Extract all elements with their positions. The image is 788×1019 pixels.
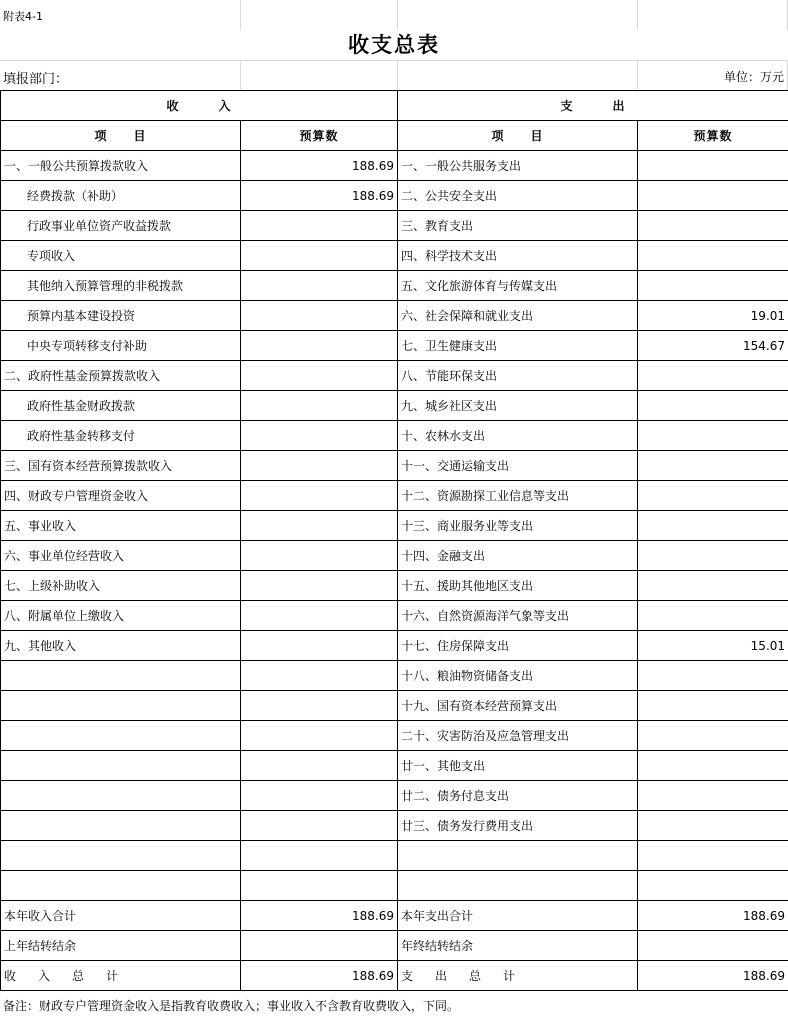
expense-item-cell: 七、卫生健康支出 [398, 331, 638, 361]
income-item-cell: 九、其他收入 [1, 631, 241, 661]
expense-value-cell [638, 271, 788, 301]
table-row [1, 841, 788, 871]
table-row [1, 661, 788, 691]
expense-item-cell: 二、公共安全支出 [398, 181, 638, 211]
income-value-cell [241, 211, 398, 241]
table-row [1, 781, 788, 811]
expense-value-cell [638, 661, 788, 691]
expense-item-cell: 十九、国有资本经营预算支出 [398, 691, 638, 721]
income-item-cell: 一、一般公共预算拨款收入 [1, 151, 241, 181]
table-row [1, 271, 788, 301]
income-value-cell [241, 811, 398, 841]
income-item-cell: 政府性基金财政拨款 [1, 391, 241, 421]
expense-item-cell: 十一、交通运输支出 [398, 451, 638, 481]
expense-value-cell [638, 601, 788, 631]
expense-budget-header: 预算数 [638, 121, 788, 151]
income-item-cell: 政府性基金转移支付 [1, 421, 241, 451]
expense-value-cell [638, 841, 788, 871]
income-item-cell [1, 751, 241, 781]
income-value-cell: 188.69 [241, 151, 398, 181]
income-item-cell [1, 811, 241, 841]
expense-item-cell: 廿一、其他支出 [398, 751, 638, 781]
table-row [1, 391, 788, 421]
table-row [1, 751, 788, 781]
income-expense-table [0, 90, 788, 991]
expense-value-cell [638, 151, 788, 181]
section-header-row [1, 91, 788, 121]
table-row [1, 511, 788, 541]
summary-row [1, 901, 788, 931]
income-value-cell [241, 271, 398, 301]
income-item-cell: 经费拨款（补助） [1, 181, 241, 211]
income-item-cell: 三、国有资本经营预算拨款收入 [1, 451, 241, 481]
expense-value-cell [638, 241, 788, 271]
income-item-cell: 其他纳入预算管理的非税拨款 [1, 271, 241, 301]
page-title: 收支总表 [0, 30, 788, 60]
expense-value-cell [638, 421, 788, 451]
income-value-cell [241, 241, 398, 271]
expense-value-cell: 15.01 [638, 631, 788, 661]
income-item-cell: 七、上级补助收入 [1, 571, 241, 601]
income-value-cell [241, 331, 398, 361]
expense-item-cell: 四、科学技术支出 [398, 241, 638, 271]
expense-value-cell [638, 751, 788, 781]
table-row [1, 181, 788, 211]
income-value-cell [241, 571, 398, 601]
income-item-cell [1, 871, 241, 901]
income-item-cell: 四、财政专户管理资金收入 [1, 481, 241, 511]
expense-item-cell [398, 871, 638, 901]
table-row [1, 811, 788, 841]
income-value-cell [241, 601, 398, 631]
table-row [1, 211, 788, 241]
expense-item-cell: 十四、金融支出 [398, 541, 638, 571]
expense-value-cell: 154.67 [638, 331, 788, 361]
table-row [1, 421, 788, 451]
income-item-cell: 预算内基本建设投资 [1, 301, 241, 331]
income-value-cell [241, 301, 398, 331]
income-value-cell: 188.69 [241, 961, 398, 991]
income-item-cell [1, 661, 241, 691]
income-item-cell [1, 781, 241, 811]
income-item-cell: 上年结转结余 [1, 931, 241, 961]
expense-item-cell [398, 841, 638, 871]
expense-value-cell [638, 541, 788, 571]
income-item-cell: 六、事业单位经营收入 [1, 541, 241, 571]
doc-code: 附表4-1 [3, 10, 43, 23]
expense-value-cell [638, 571, 788, 601]
expense-item-cell: 十、农林水支出 [398, 421, 638, 451]
expense-item-cell: 五、文化旅游体育与传媒支出 [398, 271, 638, 301]
expense-value-cell [638, 211, 788, 241]
expense-item-cell: 十六、自然资源海洋气象等支出 [398, 601, 638, 631]
unit-label: 单位：万元 [723, 70, 784, 84]
income-item-cell [1, 691, 241, 721]
expense-item-cell: 十七、住房保障支出 [398, 631, 638, 661]
income-item-cell: 本年收入合计 [1, 901, 241, 931]
income-header: 收 入 [1, 91, 398, 121]
income-value-cell [241, 451, 398, 481]
income-value-cell [241, 631, 398, 661]
income-item-cell: 中央专项转移支付补助 [1, 331, 241, 361]
table-row [1, 601, 788, 631]
income-budget-header: 预算数 [241, 121, 398, 151]
table-row [1, 301, 788, 331]
expense-item-cell: 六、社会保障和就业支出 [398, 301, 638, 331]
table-row [1, 481, 788, 511]
table-row [1, 241, 788, 271]
dept-label: 填报部门： [3, 72, 69, 87]
table-row [1, 451, 788, 481]
expense-item-cell: 十五、援助其他地区支出 [398, 571, 638, 601]
expense-value-cell: 188.69 [638, 961, 788, 991]
income-value-cell [241, 511, 398, 541]
income-item-cell: 二、政府性基金预算拨款收入 [1, 361, 241, 391]
expense-value-cell [638, 781, 788, 811]
summary-row [1, 931, 788, 961]
income-value-cell [241, 481, 398, 511]
expense-value-cell [638, 811, 788, 841]
income-value-cell [241, 421, 398, 451]
table-row [1, 571, 788, 601]
expense-item-cell: 廿三、债务发行费用支出 [398, 811, 638, 841]
expense-value-cell: 19.01 [638, 301, 788, 331]
column-header-row [1, 121, 788, 151]
income-item-header: 项 目 [1, 121, 241, 151]
income-item-cell: 八、附属单位上缴收入 [1, 601, 241, 631]
income-item-cell: 收入总计 [1, 961, 241, 991]
income-value-cell [241, 751, 398, 781]
income-value-cell [241, 721, 398, 751]
income-item-cell [1, 721, 241, 751]
income-value-cell: 188.69 [241, 901, 398, 931]
table-row [1, 631, 788, 661]
table-row [1, 151, 788, 181]
expense-item-cell: 支出总计 [398, 961, 638, 991]
expense-value-cell: 188.69 [638, 901, 788, 931]
expense-item-cell: 一、一般公共服务支出 [398, 151, 638, 181]
footnote: 备注：财政专户管理资金收入是指教育收费收入；事业收入不含教育收费收入，下同。 [3, 999, 460, 1013]
income-value-cell [241, 691, 398, 721]
expense-item-cell: 十二、资源勘探工业信息等支出 [398, 481, 638, 511]
income-value-cell [241, 541, 398, 571]
table-row [1, 361, 788, 391]
income-value-cell [241, 391, 398, 421]
expense-value-cell [638, 871, 788, 901]
expense-item-cell: 八、节能环保支出 [398, 361, 638, 391]
table-row [1, 721, 788, 751]
income-item-cell: 专项收入 [1, 241, 241, 271]
expense-item-cell: 本年支出合计 [398, 901, 638, 931]
table-row [1, 331, 788, 361]
income-value-cell: 188.69 [241, 181, 398, 211]
income-item-cell: 行政事业单位资产收益拨款 [1, 211, 241, 241]
summary-row [1, 961, 788, 991]
income-item-cell: 五、事业收入 [1, 511, 241, 541]
income-value-cell [241, 931, 398, 961]
income-value-cell [241, 871, 398, 901]
income-value-cell [241, 661, 398, 691]
expense-item-cell: 九、城乡社区支出 [398, 391, 638, 421]
expense-header: 支 出 [398, 91, 788, 121]
expense-value-cell [638, 511, 788, 541]
expense-item-cell: 十三、商业服务业等支出 [398, 511, 638, 541]
expense-value-cell [638, 721, 788, 751]
expense-item-cell: 十八、粮油物资储备支出 [398, 661, 638, 691]
expense-value-cell [638, 691, 788, 721]
income-value-cell [241, 841, 398, 871]
expense-value-cell [638, 391, 788, 421]
expense-value-cell [638, 181, 788, 211]
table-row [1, 871, 788, 901]
income-item-cell [1, 841, 241, 871]
income-value-cell [241, 781, 398, 811]
expense-item-cell: 三、教育支出 [398, 211, 638, 241]
expense-item-header: 项 目 [398, 121, 638, 151]
table-row [1, 541, 788, 571]
expense-value-cell [638, 451, 788, 481]
income-value-cell [241, 361, 398, 391]
expense-item-cell: 二十、灾害防治及应急管理支出 [398, 721, 638, 751]
expense-value-cell [638, 361, 788, 391]
table-row [1, 691, 788, 721]
expense-value-cell [638, 931, 788, 961]
expense-item-cell: 年终结转结余 [398, 931, 638, 961]
expense-value-cell [638, 481, 788, 511]
expense-item-cell: 廿二、债务付息支出 [398, 781, 638, 811]
